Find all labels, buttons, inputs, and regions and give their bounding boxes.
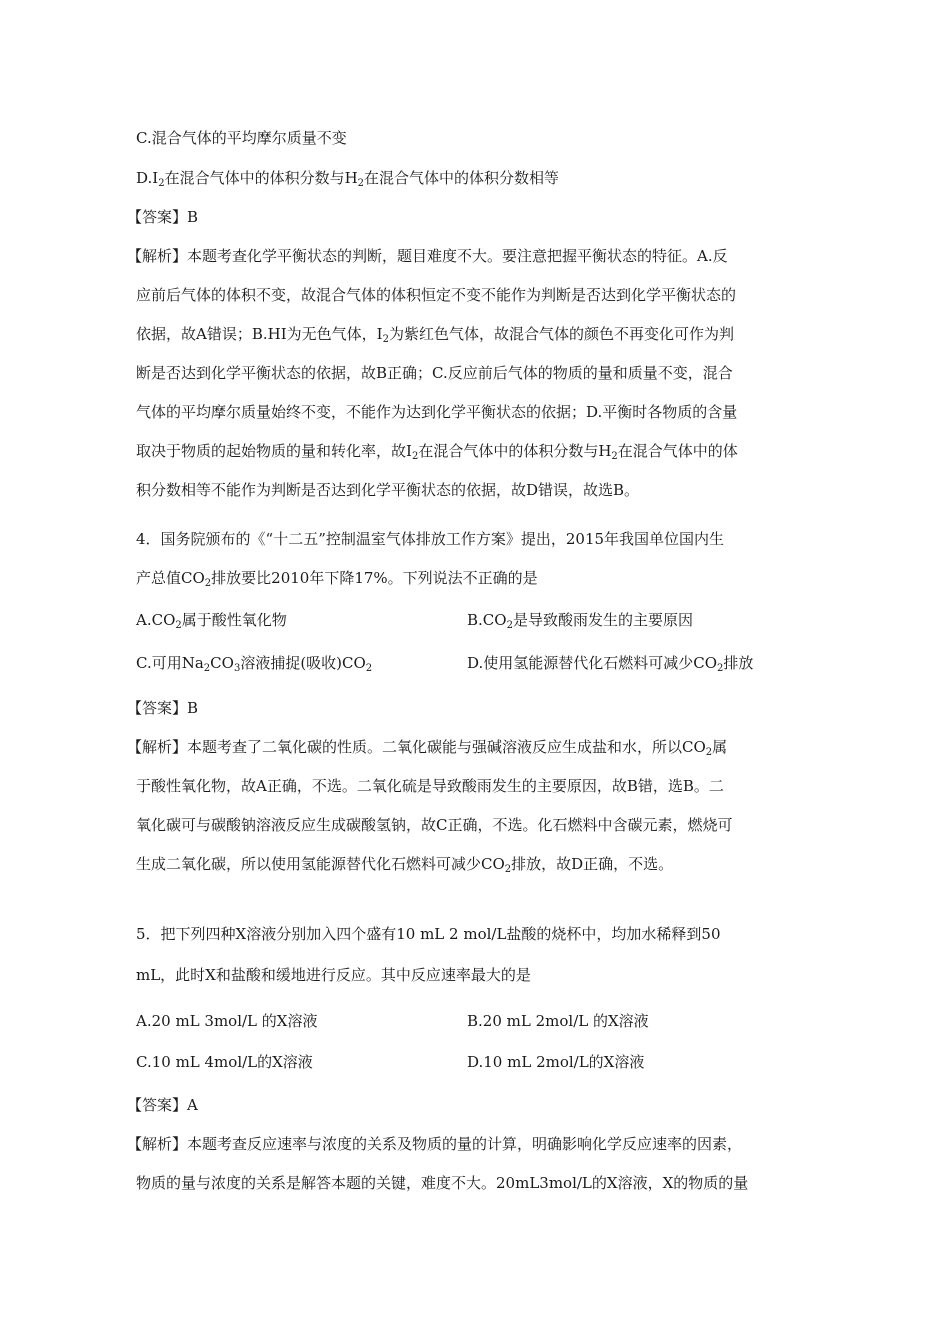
q4-stem-line-2 (136, 567, 826, 589)
subscript: 2 (365, 663, 373, 674)
text-segment: 在混合气体中的体积分数与H (164, 169, 358, 187)
q3-analysis-line-3 (136, 323, 826, 345)
q4-analysis-line-2: 于酸性氧化物，故A正确，不选。二氧化硫是导致酸雨发生的主要原因，故B错，选B。二 (136, 777, 724, 795)
text-segment: 属于酸性氧化物 (181, 611, 287, 629)
text-segment: C.可用Na (136, 654, 204, 672)
q3-analysis-line-5: 气体的平均摩尔质量始终不变，不能作为达到化学平衡状态的依据；D.平衡时各物质的含量 (136, 403, 738, 421)
q5-analysis-line-1: 【解析】本题考查反应速率与浓度的关系及物质的量的计算，明确影响化学反应速率的因素， (127, 1135, 743, 1153)
subscript: 2 (158, 178, 165, 189)
q3-option-d (136, 167, 826, 189)
subscript: 2 (506, 620, 513, 631)
q5-option-c: C.10 mL 4mol/L的X溶液 (136, 1053, 313, 1071)
text-segment: A.CO (136, 611, 176, 629)
q3-analysis-line-6 (136, 440, 826, 462)
q4-answer: 【答案】B (127, 699, 199, 717)
q5-stem-line-2: mL，此时X和盐酸和缓地进行反应。其中反应速率最大的是 (136, 966, 531, 984)
subscript: 2 (611, 451, 618, 462)
text-segment: 在混合气体中的体积分数相等 (364, 169, 560, 187)
subscript: 2 (357, 178, 365, 189)
q3-answer: 【答案】B (127, 208, 199, 226)
text-segment: 取决于物质的起始物质的量和转化率，故I (136, 442, 412, 460)
text-segment: B.CO (467, 611, 507, 629)
q5-analysis-line-2: 物质的量与浓度的关系是解答本题的关键，难度不大。20mL3mol/L的X溶液，X的物质的量 (136, 1174, 749, 1192)
q4-stem-line-1: 4．国务院颁布的《“十二五”控制温室气体排放工作方案》提出，2015年我国单位国内生 (136, 530, 725, 548)
q5-option-b: B.20 mL 2mol/L 的X溶液 (467, 1012, 649, 1030)
text-segment: 排放 (723, 654, 754, 672)
subscript: 2 (382, 334, 389, 345)
q5-answer: 【答案】A (127, 1096, 198, 1114)
text-segment: 生成二氧化碳，所以使用氢能源替代化石燃料可减少CO (136, 855, 505, 873)
text-segment: 为紫红色气体，故混合气体的颜色不再变化可作为判 (388, 325, 734, 343)
q3-analysis-line-1: 【解析】本题考查化学平衡状态的判断，题目难度不大。要注意把握平衡状态的特征。A.反 (127, 247, 728, 265)
subscript: 2 (175, 620, 182, 631)
q3-analysis-line-7: 积分数相等不能作为判断是否达到化学平衡状态的依据，故D错误，故选B。 (136, 481, 640, 499)
q4-analysis-line-3: 氧化碳可与碳酸钠溶液反应生成碳酸氢钠，故C正确，不选。化石燃料中含碳元素，燃烧可 (136, 816, 733, 834)
text-segment: 在混合气体中的体 (617, 442, 738, 460)
text-segment: 在混合气体中的体积分数与H (418, 442, 612, 460)
q3-option-c: C.混合气体的平均摩尔质量不变 (136, 129, 347, 147)
text-segment: D.使用氢能源替代化石燃料可减少CO (467, 654, 718, 672)
q4-option-d (467, 652, 817, 674)
text-segment: 排放要比2010年下降17%。下列说法不正确的是 (211, 569, 538, 587)
text-segment: 产总值CO (136, 569, 205, 587)
text-segment: 溶液捕捉(吸收)CO (240, 654, 366, 672)
subscript: 2 (705, 747, 713, 758)
text-segment: D.I (136, 169, 159, 187)
q4-option-c (136, 652, 456, 674)
text-segment: CO (210, 654, 234, 672)
q5-option-a: A.20 mL 3mol/L 的X溶液 (136, 1012, 318, 1030)
text-segment: 依据，故A错误；B.HI为无色气体，I (136, 325, 383, 343)
q3-analysis-line-4: 断是否达到化学平衡状态的依据，故B正确；C.反应前后气体的物质的量和质量不变，混合 (136, 364, 733, 382)
subscript: 2 (717, 663, 724, 674)
subscript: 2 (204, 578, 212, 589)
q3-analysis-line-2: 应前后气体的体积不变，故混合气体的体积恒定不变不能作为判断是否达到化学平衡状态的 (136, 286, 737, 304)
q4-analysis-line-1 (127, 736, 817, 758)
text-segment: 是导致酸雨发生的主要原因 (512, 611, 693, 629)
subscript: 2 (504, 864, 512, 875)
text-segment: 【解析】本题考查了二氧化碳的性质。二氧化碳能与强碱溶液反应生成盐和水，所以CO (127, 738, 706, 756)
q4-option-b (467, 609, 817, 631)
subscript: 2 (203, 663, 211, 674)
text-segment: 属 (712, 738, 728, 756)
q4-option-a (136, 609, 456, 631)
subscript: 2 (411, 451, 419, 462)
q5-stem-line-1: 5．把下列四种X溶液分别加入四个盛有10 mL 2 mol/L盐酸的烧杯中，均加水稀释到50 (136, 925, 721, 943)
q5-option-d: D.10 mL 2mol/L的X溶液 (467, 1053, 645, 1071)
q4-analysis-line-4 (136, 853, 826, 875)
subscript: 3 (233, 663, 241, 674)
text-segment: 排放，故D正确，不选。 (511, 855, 674, 873)
